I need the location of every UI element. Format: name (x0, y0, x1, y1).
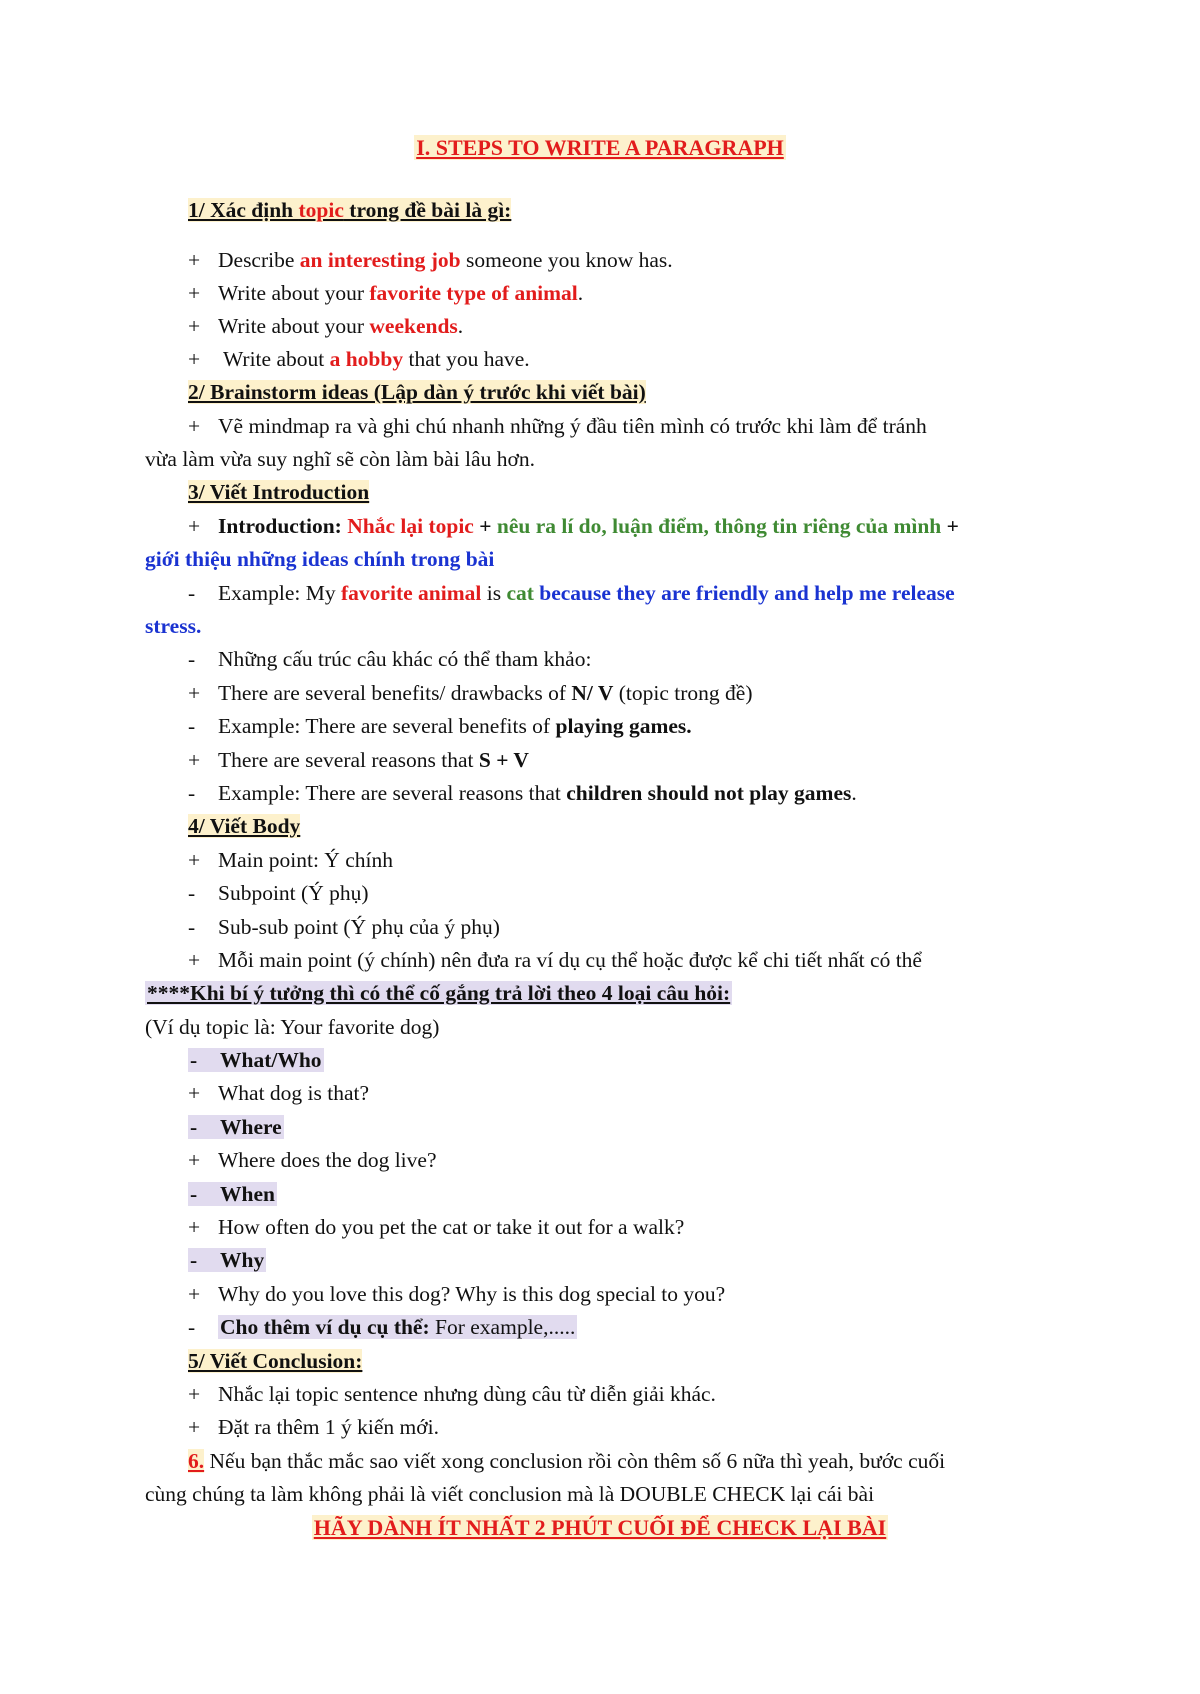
example-benefits: - Example: There are several benefits of playing games. (188, 714, 692, 738)
body-each-main-point: + Mỗi main point (ý chính) nên đưa ra ví dụ cụ thể hoặc được kể chi tiết nhất có thể (188, 948, 922, 972)
document-title: I. STEPS TO WRITE A PARAGRAPH (416, 135, 784, 160)
example-reasons: - Example: There are several reasons that children should not play games. (188, 781, 857, 805)
introduction-formula-line-2: giới thiệu những ideas chính trong bài (145, 547, 495, 571)
section-2-heading: 2/ Brainstorm ideas (Lập dàn ý trước khi viết bài) (188, 380, 646, 404)
brainstorm-line-1: + Vẽ mindmap ra và ghi chú nhanh những ý đầu tiên mình có trước khi làm để tránh (188, 414, 927, 438)
structure-reasons: + There are several reasons that S + V (188, 748, 529, 772)
topic-example-3: + Write about your weekends. (188, 314, 464, 338)
structure-benefits: + There are several benefits/ drawbacks of N/ V (topic trong đề) (188, 681, 753, 705)
intro-example-line-1: - Example: My favorite animal is cat because they are friendly and help me release (188, 581, 955, 605)
body-main-point: + Main point: Ý chính (188, 848, 393, 872)
section-1-heading-topic: topic (298, 198, 344, 222)
question-when: + How often do you pet the cat or take it out for a walk? (188, 1215, 685, 1239)
section-1-heading-pre: 1/ Xác định (188, 198, 299, 222)
body-subpoint: - Subpoint (Ý phụ) (188, 881, 369, 905)
section-5-heading: 5/ Viết Conclusion: (188, 1349, 363, 1373)
section-1-heading-post: trong đề bài là gì: (343, 198, 512, 222)
question-type-when: - When (190, 1182, 275, 1206)
question-where: + Where does the dog live? (188, 1148, 437, 1172)
section-4-heading: 4/ Viết Body (188, 814, 301, 838)
topic-example-1: + Describe an interesting job someone you know has. (188, 248, 673, 272)
topic-example-2: + Write about your favorite type of animal. (188, 281, 584, 305)
question-what-who: + What dog is that? (188, 1081, 370, 1105)
section-6-line-1: 6. Nếu bạn thắc mắc sao viết xong conclusion rồi còn thêm số 6 nữa thì yeah, bước cuối (188, 1449, 946, 1473)
topic-example-4: + Write about a hobby that you have. (188, 347, 530, 371)
conclusion-item-1: + Nhắc lại topic sentence nhưng dùng câu từ diễn giải khác. (188, 1382, 716, 1406)
section-1-heading (188, 195, 511, 225)
conclusion-item-2: + Đặt ra thêm 1 ý kiến mới. (188, 1415, 439, 1439)
question-why: + Why do you love this dog? Why is this dog special to you? (188, 1282, 726, 1306)
section-3-heading: 3/ Viết Introduction (188, 480, 370, 504)
final-reminder: HÃY DÀNH ÍT NHẤT 2 PHÚT CUỐI ĐỂ CHECK LẠI BÀI (313, 1515, 887, 1540)
question-type-why: - Why (190, 1248, 265, 1272)
questions-note-heading: ****Khi bí ý tưởng thì có thể cố gắng trả lời theo 4 loại câu hỏi: (147, 981, 731, 1005)
brainstorm-line-2: vừa làm vừa suy nghĩ sẽ còn làm bài lâu hơn. (145, 447, 535, 471)
body-sub-subpoint: - Sub-sub point (Ý phụ của ý phụ) (188, 915, 500, 939)
section-6-line-2: cùng chúng ta làm không phải là viết conclusion mà là DOUBLE CHECK lại cái bài (145, 1482, 875, 1506)
question-type-what-who: - What/Who (190, 1048, 322, 1072)
questions-example-topic: (Ví dụ topic là: Your favorite dog) (145, 1015, 440, 1039)
introduction-formula-line-1: + Introduction: Nhắc lại topic + nêu ra lí do, luận điểm, thông tin riêng của mình + (188, 514, 959, 538)
question-type-where: - Where (190, 1115, 282, 1139)
other-structures: - Những cấu trúc câu khác có thể tham khảo: (188, 647, 592, 671)
intro-example-line-2: stress. (145, 614, 202, 638)
example-tip: - Cho thêm ví dụ cụ thể: For example,..... (188, 1315, 576, 1339)
